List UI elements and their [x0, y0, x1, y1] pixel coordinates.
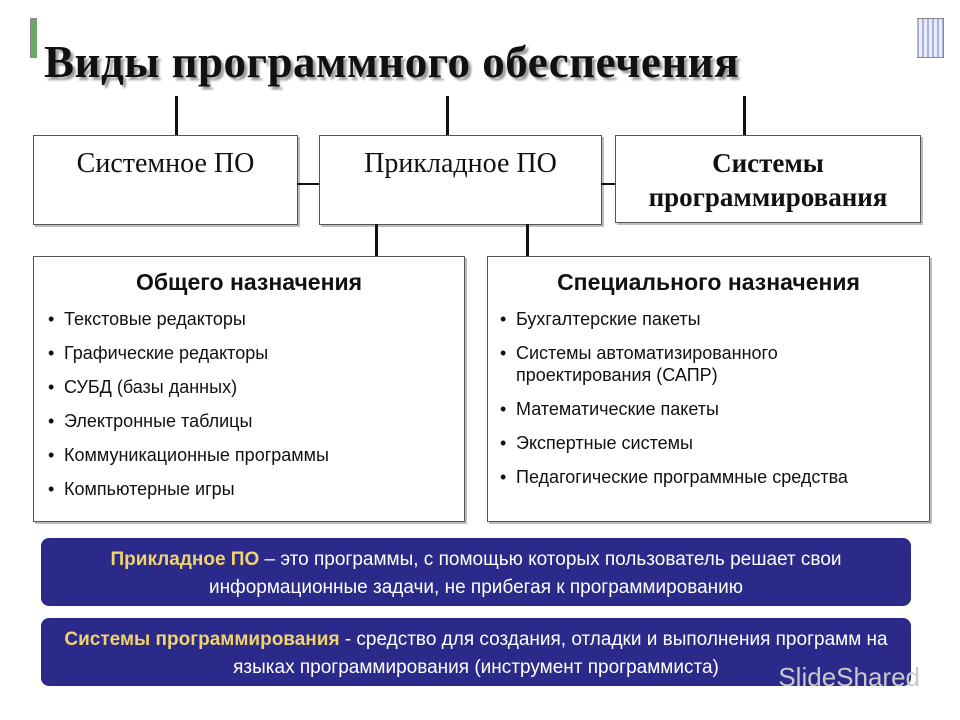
bullet-icon: • [500, 433, 507, 453]
list-item [40, 478, 464, 500]
category-title: Специального назначения [557, 269, 860, 295]
connector-line [446, 96, 449, 136]
list-item-text: Системы автоматизированного проектирования (САПР) [516, 343, 778, 385]
connector-line [526, 224, 529, 256]
list-item-text: Бухгалтерские пакеты [516, 309, 701, 329]
header-grid-pattern [917, 19, 943, 57]
box-system-software [33, 135, 298, 225]
bullet-icon: • [48, 309, 55, 329]
list-item-text: Коммуникационные программы [64, 445, 329, 465]
general-purpose-list [40, 308, 464, 500]
definition-term: Системы программирования [64, 629, 340, 650]
list-item-text: Электронные таблицы [64, 411, 253, 431]
list-item-text: Графические редакторы [64, 343, 269, 363]
definition-text: – это программы, с помощью которых пользователь решает свои информационные задачи, не прибегая к программированию [208, 549, 842, 598]
bullet-icon: • [500, 309, 507, 329]
bullet-icon: • [48, 377, 55, 397]
connector-line [375, 224, 378, 256]
box-general-purpose [33, 256, 465, 522]
box-application-software [319, 135, 602, 225]
connector-line [743, 96, 746, 136]
list-item [492, 398, 919, 420]
bullet-icon: • [500, 467, 507, 487]
box-label: Системы программирования [648, 148, 888, 212]
list-item-text: СУБД (базы данных) [64, 377, 238, 397]
list-item-text: Текстовые редакторы [64, 309, 246, 329]
category-title: Общего назначения [135, 269, 363, 295]
special-purpose-list [492, 308, 919, 488]
bullet-icon: • [500, 343, 507, 363]
box-label: Системное ПО [76, 148, 255, 179]
list-item [492, 342, 846, 386]
list-item [492, 308, 919, 330]
list-item [40, 444, 464, 466]
list-item [492, 432, 919, 454]
list-item [492, 466, 919, 488]
list-item [40, 308, 464, 330]
bullet-icon: • [48, 411, 55, 431]
watermark-logo: SlideShared [778, 662, 920, 692]
connector-line [601, 183, 615, 185]
connector-line [175, 96, 178, 136]
list-item-text: Математические пакеты [516, 399, 719, 419]
list-item [40, 342, 464, 364]
box-special-purpose [487, 256, 930, 522]
bullet-icon: • [48, 343, 55, 363]
definition-text: - средство для создания, отладки и выполнения программ на языках программирования (инструмент программиста) [233, 629, 888, 678]
box-programming-systems [615, 135, 921, 223]
list-item-text: Экспертные системы [516, 433, 693, 453]
bullet-icon: • [500, 399, 507, 419]
bullet-icon: • [48, 445, 55, 465]
list-item [40, 410, 464, 432]
definition-term: Прикладное ПО [110, 549, 260, 570]
list-item-text: Компьютерные игры [64, 479, 235, 499]
page-title: Виды программного обеспечения [44, 37, 740, 87]
box-label: Прикладное ПО [364, 148, 557, 179]
list-item-text: Педагогические программные средства [516, 467, 848, 487]
definition-application-software [41, 538, 911, 606]
connector-line [297, 183, 319, 185]
bullet-icon: • [48, 479, 55, 499]
list-item [40, 376, 464, 398]
